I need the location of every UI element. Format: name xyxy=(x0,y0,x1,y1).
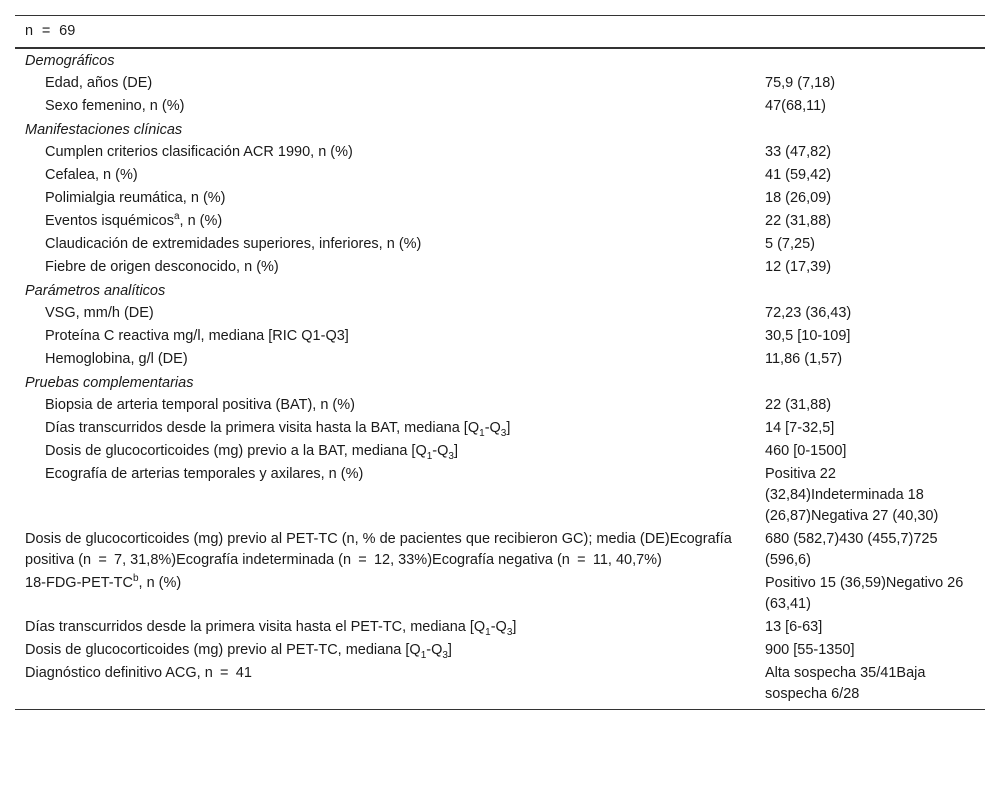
row-value: 47(68,11) xyxy=(765,98,826,114)
row-label: Biopsia de arteria temporal positiva (BAT), n (%) xyxy=(45,397,355,413)
row-value: 12 (17,39) xyxy=(765,259,832,275)
section-title-manifestaciones: Manifestaciones clínicas xyxy=(25,122,183,138)
row-value: 5 (7,25) xyxy=(765,236,815,252)
row-value: 14 [7-32,5] xyxy=(765,420,835,436)
row-label: Claudicación de extremidades superiores, inferiores, n (%) xyxy=(45,236,422,252)
header-equals: = xyxy=(41,23,51,39)
subscript: 3 xyxy=(506,626,513,638)
table-row xyxy=(15,210,985,233)
row-label xyxy=(15,440,755,463)
label-text: -Q xyxy=(432,443,449,459)
table-row xyxy=(15,616,985,639)
subscript: 1 xyxy=(420,649,427,661)
row-value: 18 (26,09) xyxy=(765,190,832,206)
row-label: Polimialgia reumática, n (%) xyxy=(45,190,226,206)
table-row xyxy=(15,417,985,440)
row-label xyxy=(15,639,755,662)
label-text: ] xyxy=(512,619,517,635)
row-label: Ecografía de arterias temporales y axilares, n (%) xyxy=(45,466,364,482)
row-value: Positiva 22 (32,84)Indeterminada 18 (26,87)Negativa 27 (40,30) xyxy=(765,466,939,524)
row-value: 33 (47,82) xyxy=(765,144,832,160)
label-text: -Q xyxy=(426,642,443,658)
table-row xyxy=(15,639,985,662)
label-text: Días transcurridos desde la primera visita hasta la BAT, mediana [Q xyxy=(45,420,480,436)
subscript: 1 xyxy=(485,626,491,638)
table-row xyxy=(15,95,985,118)
header-n-label: n xyxy=(25,23,34,39)
row-label: VSG, mm/h (DE) xyxy=(45,305,154,321)
row-label xyxy=(15,417,755,440)
table-row xyxy=(15,164,985,187)
footnote-marker: a xyxy=(173,211,180,223)
section-row xyxy=(15,118,985,141)
row-value: 13 [6-63] xyxy=(765,619,823,635)
table-row xyxy=(15,187,985,210)
subscript: 1 xyxy=(479,427,485,439)
label-text: 18-FDG-PET-TC xyxy=(25,575,133,591)
section-row xyxy=(15,371,985,394)
row-value: Alta sospecha 35/41Baja sospecha 6/28 xyxy=(755,662,985,710)
row-label xyxy=(15,210,755,233)
row-value: 41 (59,42) xyxy=(765,167,832,183)
subscript: 1 xyxy=(426,450,433,462)
header-cell xyxy=(15,16,985,49)
table-header-row xyxy=(15,16,985,49)
subscript: 3 xyxy=(500,427,507,439)
table-row xyxy=(15,141,985,164)
row-value: 460 [0-1500] xyxy=(765,443,847,459)
row-label: Cefalea, n (%) xyxy=(45,167,138,183)
row-label xyxy=(15,616,755,639)
row-label xyxy=(15,572,755,616)
table-row xyxy=(15,394,985,417)
section-row xyxy=(15,48,985,72)
row-label: Sexo femenino, n (%) xyxy=(45,98,185,114)
row-value: 22 (31,88) xyxy=(765,213,832,229)
table-row xyxy=(15,233,985,256)
table-row xyxy=(15,572,985,616)
row-label: Proteína C reactiva mg/l, mediana [RIC Q1-Q3] xyxy=(45,328,349,344)
section-title-demograficos: Demográficos xyxy=(25,53,115,69)
table-row xyxy=(15,528,985,572)
row-value: Positivo 15 (36,59)Negativo 26 (63,41) xyxy=(765,575,964,612)
table-row xyxy=(15,463,985,528)
label-text: Dosis de glucocorticoides (mg) previo al PET-TC, mediana [Q xyxy=(25,642,421,658)
label-text: Eventos isquémicos xyxy=(45,213,174,229)
row-label: Cumplen criterios clasificación ACR 1990, n (%) xyxy=(45,144,353,160)
row-value: 75,9 (7,18) xyxy=(765,75,836,91)
row-label: Edad, años (DE) xyxy=(45,75,153,91)
row-label: Fiebre de origen desconocido, n (%) xyxy=(45,259,279,275)
label-text: -Q xyxy=(490,619,507,635)
label-text: , n (%) xyxy=(138,575,182,591)
table-row xyxy=(15,662,985,710)
table-row xyxy=(15,302,985,325)
row-value: 22 (31,88) xyxy=(765,397,832,413)
row-value: 72,23 (36,43) xyxy=(765,305,852,321)
header-n-value: 69 xyxy=(59,23,76,39)
footnote-marker: b xyxy=(132,573,139,585)
table-row xyxy=(15,325,985,348)
row-value: 30,5 [10-109] xyxy=(765,328,851,344)
row-label: Dosis de glucocorticoides (mg) previo al PET-TC (n, % de pacientes que recibieron GC); media (DE)Ecografía positiva (n = 7, 31,8%)Ecografía indeterminada (n = 12, 33%)Ecografía negativa (n = 11, 40,7%) xyxy=(25,531,732,568)
subscript: 3 xyxy=(442,649,448,661)
section-row xyxy=(15,279,985,302)
label-text: Dosis de glucocorticoides (mg) previo a la BAT, mediana [Q xyxy=(45,443,427,459)
section-title-pruebas: Pruebas complementarias xyxy=(25,375,194,391)
label-text: , n (%) xyxy=(179,213,223,229)
data-table xyxy=(15,15,985,710)
section-title-parametros: Parámetros analíticos xyxy=(25,283,166,299)
label-text: ] xyxy=(453,443,458,459)
label-text: Días transcurridos desde la primera visita hasta el PET-TC, mediana [Q xyxy=(25,619,486,635)
subscript: 3 xyxy=(448,450,454,462)
table-row xyxy=(15,440,985,463)
label-text: ] xyxy=(447,642,452,658)
table-row xyxy=(15,72,985,95)
row-label: Hemoglobina, g/l (DE) xyxy=(45,351,188,367)
label-text: ] xyxy=(506,420,511,436)
row-value: 900 [55-1350] xyxy=(765,642,855,658)
row-value: 11,86 (1,57) xyxy=(765,351,843,367)
row-value: 680 (582,7)430 (455,7)725 (596,6) xyxy=(765,531,938,568)
row-label: Diagnóstico definitivo ACG, n = 41 xyxy=(15,662,755,710)
label-text: -Q xyxy=(484,420,501,436)
table-row xyxy=(15,348,985,371)
table-row xyxy=(15,256,985,279)
